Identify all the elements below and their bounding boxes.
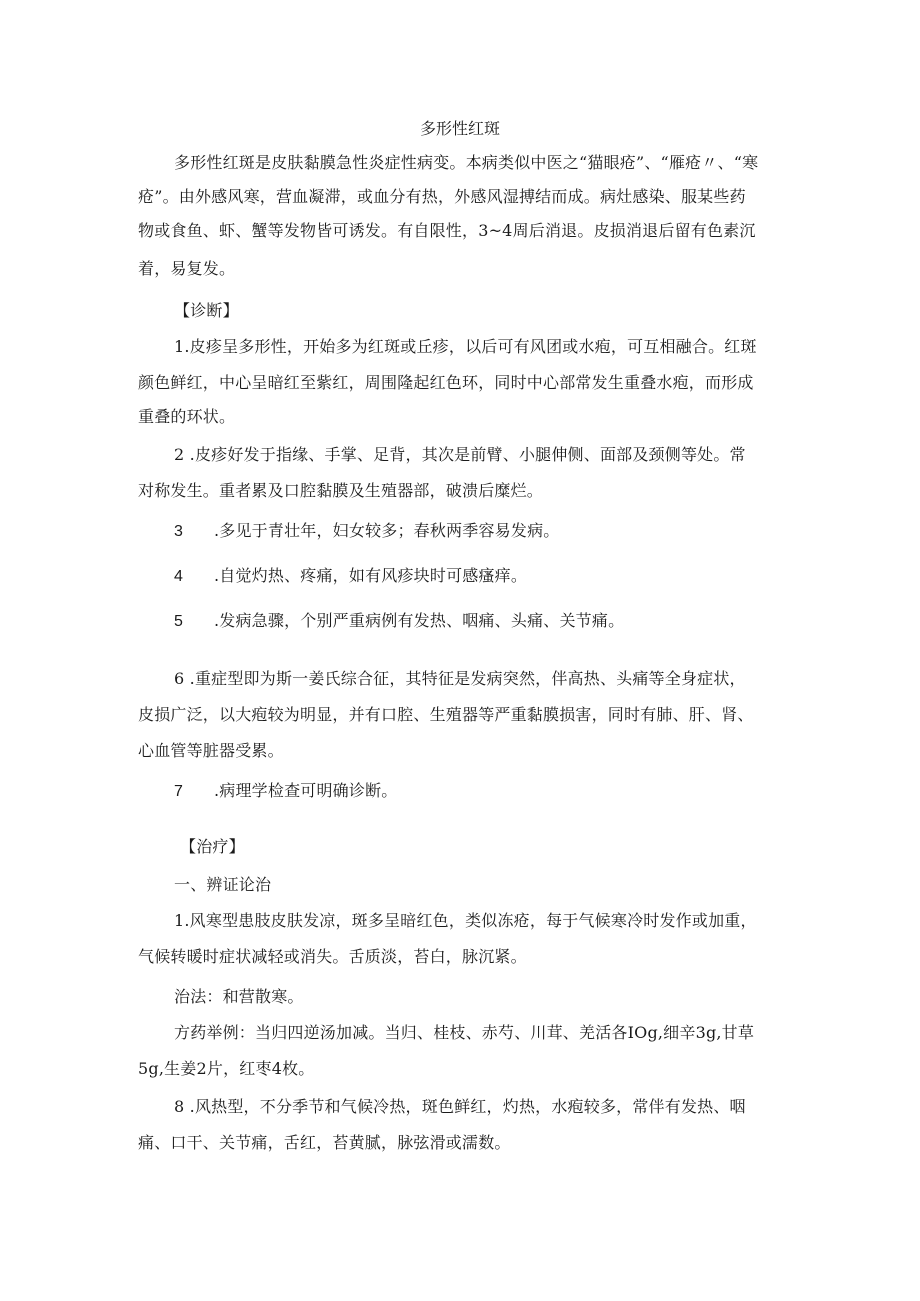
diag6-line-3: 心血管等脏器受累。 [138,741,284,760]
diag2-line-1: 2 .皮疹好发于指缘、手掌、足背，其次是前臂、小腿伸侧、面部及颈侧等处。常 [174,445,746,464]
diag3-text: .多见于青壮年，妇女较多；春秋两季容易发病。 [214,521,560,540]
diag7-text: .病理学检查可明确诊断。 [214,781,398,800]
diag7-line [174,780,824,803]
treat1-method: 治法：和营散寒。 [174,987,304,1006]
diag4-number: 4 [174,568,184,585]
diag6-line-2: 皮损广泛，以大疱较为明显，并有口腔、生殖器等严重黏膜损害，同时有肺、肝、肾、 [138,705,754,724]
diagnosis-heading: 【诊断】 [174,301,239,320]
diag3-line [174,520,824,543]
diag5-number: 5 [174,613,184,630]
diag2-line-2: 对称发生。重者累及口腔黏膜及生殖器部，破溃后糜烂。 [138,481,544,500]
intro-line-4: 着，易复发。 [138,259,236,278]
treatment-subheading: 一、辨证论治 [174,875,272,894]
treat1-formula-line-2: 5g,生姜2片，红枣4枚。 [138,1059,315,1078]
diag1-line-1: 1.皮疹呈多形性，开始多为红斑或丘疹，以后可有风团或水疱，可互相融合。红斑 [174,337,757,356]
treat8-line-2: 痛、口干、关节痛，舌红，苔黄腻，脉弦滑或濡数。 [138,1133,511,1152]
diag4-text: .自觉灼热、疼痛，如有风疹块时可感瘙痒。 [214,566,528,585]
document-title: 多形性红斑 [419,119,500,138]
diag6-line-1: 6 .重症型即为斯一姜氏综合征，其特征是发病突然，伴高热、头痛等全身症状， [174,669,746,688]
diag3-number: 3 [174,523,184,540]
diag4-line [174,565,824,588]
treat1-formula-line-1: 方药举例：当归四逆汤加减。当归、桂枝、赤芍、川茸、羌活各IOg,细辛3g,甘草 [174,1023,755,1042]
treat1-line-1: 1.风寒型患肢皮肤发凉，斑多呈暗红色，类似冻疮，每于气候寒冷时发作或加重， [174,911,757,930]
intro-line-3: 物或食鱼、虾、蟹等发物皆可诱发。有自限性，3~4周后消退。皮损消退后留有色素沉 [138,221,756,240]
diag5-line [174,610,824,633]
diag1-line-3: 重叠的环状。 [138,407,236,426]
intro-line-1: 多形性红斑是皮肤黏膜急性炎症性病变。本病类似中医之“猫眼疮”、“雁疮〃、“寒 [174,153,759,172]
treat1-line-2: 气候转暖时症状减轻或消失。舌质淡，苔白，脉沉紧。 [138,947,527,966]
treatment-heading: 【治疗】 [180,837,245,856]
intro-line-2: 疮”。由外感风寒，营血凝滞，或血分有热，外感风湿搏结而成。病灶感染、服某些药 [138,187,746,206]
diag5-text: .发病急骤，个别严重病例有发热、咽痛、头痛、关节痛。 [214,611,625,630]
diag1-line-2: 颜色鲜红，中心呈暗红至紫红，周围隆起红色环，同时中心部常发生重叠水疱，而形成 [138,373,754,392]
treat8-line-1: 8 .风热型，不分季节和气候冷热，斑色鲜红，灼热，水疱较多，常伴有发热、咽 [174,1097,746,1116]
diag7-number: 7 [174,783,184,800]
